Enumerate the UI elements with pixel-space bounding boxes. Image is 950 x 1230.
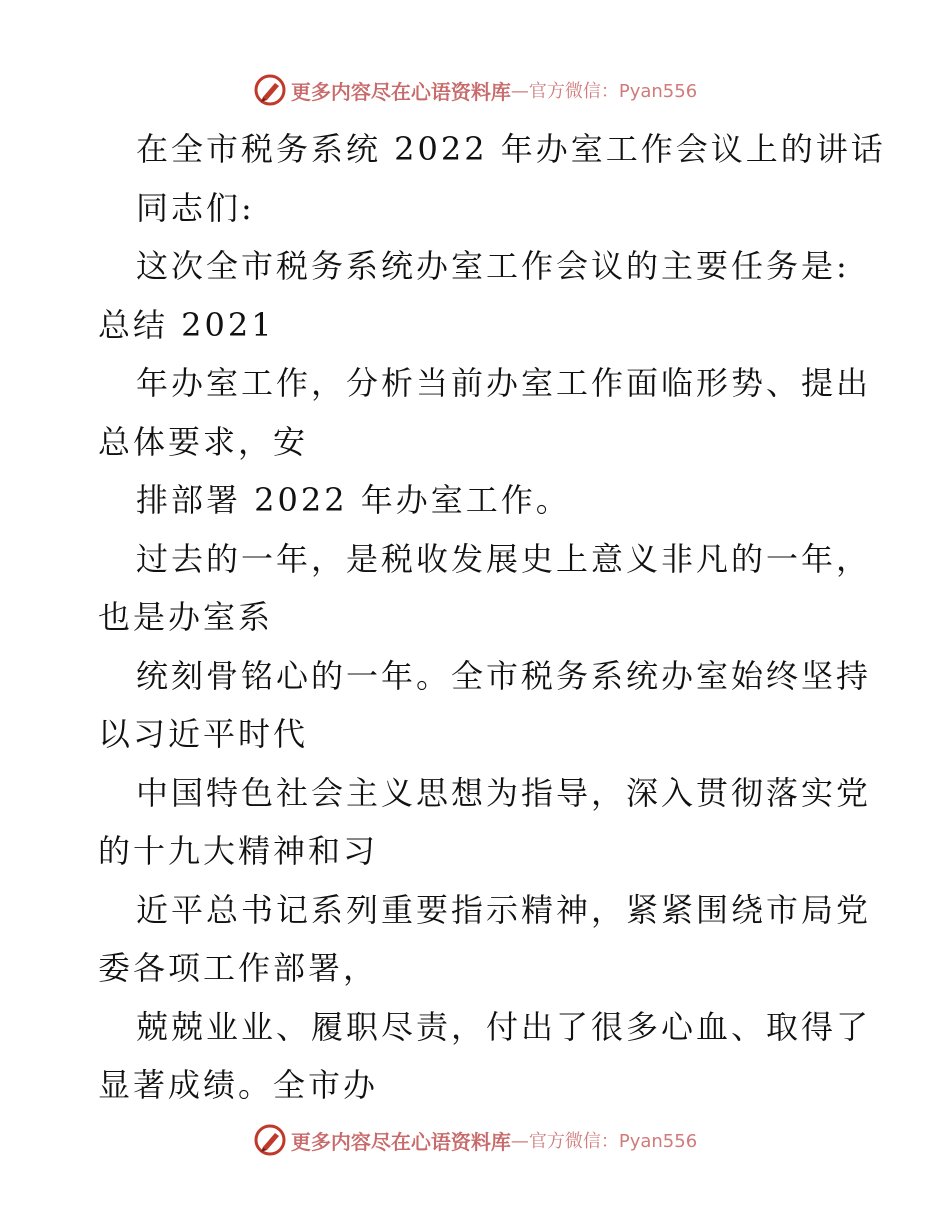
paragraph-line: 总结 2021 — [98, 305, 275, 344]
paragraph-line: 过去的一年，是税收发展史上意义非凡的一年， — [136, 539, 872, 578]
paragraph-line: 总体要求，安 — [98, 422, 309, 461]
banner-brand-text: 更多内容尽在心语资料库 — [290, 1129, 511, 1154]
paragraph-line: 年办室工作，分析当前办室工作面临形势、提出 — [136, 364, 872, 402]
banner-brand-text: 更多内容尽在心语资料库 — [290, 79, 511, 104]
banner-wechat-text: —官方微信：Pyan556 — [510, 81, 698, 102]
paragraph-line: 排部署 2022 年办室工作。 — [136, 481, 571, 519]
paragraph-line: 中国特色社会主义思想为指导，深入贯彻落实党 — [136, 773, 872, 812]
document-body — [98, 120, 886, 1115]
paragraph-line: 显著成绩。全市办 — [98, 1066, 379, 1104]
paragraph-line: 以习近平时代 — [98, 715, 309, 753]
salutation: 同志们: — [136, 188, 255, 227]
pen-logo-icon — [253, 73, 287, 107]
document-title: 在全市税务系统 2022 年办室工作会议上的讲话 — [136, 130, 886, 168]
paragraph-line: 近平总书记系列重要指示精神，紧紧围绕市局党 — [136, 890, 872, 929]
pen-logo-icon — [253, 1123, 287, 1157]
paragraph-line: 兢兢业业、履职尽责，付出了很多心血、取得了 — [136, 1007, 872, 1046]
paragraph-line: 委各项工作部署， — [98, 949, 379, 987]
paragraph-line: 统刻骨铭心的一年。全市税务系统办室始终坚持 — [136, 656, 872, 695]
footer-banner — [0, 1122, 950, 1158]
paragraph-line: 的十九大精神和习 — [98, 832, 379, 870]
header-banner — [0, 72, 950, 108]
paragraph-line: 这次全市税务系统办室工作会议的主要任务是: — [136, 247, 850, 285]
banner-wechat-text: —官方微信：Pyan556 — [510, 1131, 698, 1152]
paragraph-line: 也是办室系 — [98, 598, 274, 636]
